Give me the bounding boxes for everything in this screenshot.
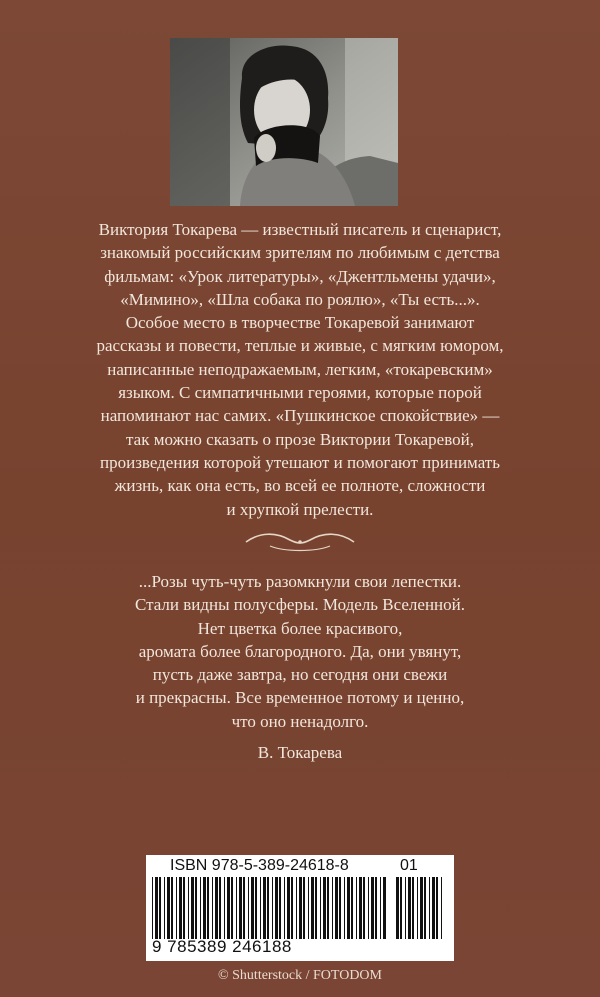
quote-line: ...Розы чуть-чуть разомкнули свои лепестки. bbox=[138, 572, 462, 591]
author-biography bbox=[20, 218, 580, 521]
bio-line: Виктория Токарева — известный писатель и сценарист, bbox=[98, 220, 502, 239]
quote-line: аромата более благородного. Да, они увянут, bbox=[138, 641, 462, 661]
isbn-barcode bbox=[146, 855, 454, 961]
flourish-ornament-icon bbox=[240, 528, 360, 554]
bio-line: и хрупкой прелести. bbox=[226, 499, 374, 519]
bio-line: произведения которой утешают и помогают принимать bbox=[100, 452, 500, 472]
barcode-digits: 9 785389 246188 bbox=[152, 937, 292, 956]
quote-line: и прекрасны. Все временное потому и ценно, bbox=[135, 688, 465, 708]
author-photo bbox=[170, 38, 398, 206]
quote-line: Нет цветка более красивого, bbox=[197, 618, 403, 638]
book-excerpt bbox=[20, 570, 580, 733]
quote-line: пусть даже завтра, но сегодня они свежи bbox=[152, 665, 448, 685]
bio-line: языком. С симпатичными героями, которые порой bbox=[118, 383, 482, 403]
barcode-bars bbox=[152, 877, 388, 939]
bio-line: рассказы и повести, теплые и живые, с мягким юмором, bbox=[96, 336, 504, 356]
bio-line: фильмам: «Урок литературы», «Джентльмены удачи», bbox=[104, 266, 496, 286]
barcode-addon-bars bbox=[396, 877, 446, 939]
quote-line: что оно ненадолго. bbox=[231, 711, 369, 731]
quote-line: Стали видны полусферы. Модель Вселенной. bbox=[134, 595, 465, 615]
bio-line: Особое место в творчестве Токаревой занимают bbox=[125, 313, 475, 333]
bio-line: написанные неподражаемым, легким, «токаревским» bbox=[107, 359, 493, 379]
bio-line: жизнь, как она есть, во всей ее полноте, сложности bbox=[114, 476, 486, 496]
addon-label: 01 bbox=[400, 857, 418, 874]
isbn-label: ISBN 978-5-389-24618-8 bbox=[170, 857, 349, 874]
quote-author: В. Токарева bbox=[257, 743, 343, 762]
bio-line: напоминают нас самих. «Пушкинское спокойствие» — bbox=[100, 406, 500, 426]
bio-line: так можно сказать о прозе Виктории Токаревой, bbox=[126, 429, 474, 449]
bio-line: знакомый российским зрителям по любимым с детства bbox=[100, 243, 500, 263]
bio-line: «Мимино», «Шла собака по роялю», «Ты есть...». bbox=[120, 289, 480, 309]
photo-credit: © Shutterstock / FOTODOM bbox=[218, 968, 382, 983]
